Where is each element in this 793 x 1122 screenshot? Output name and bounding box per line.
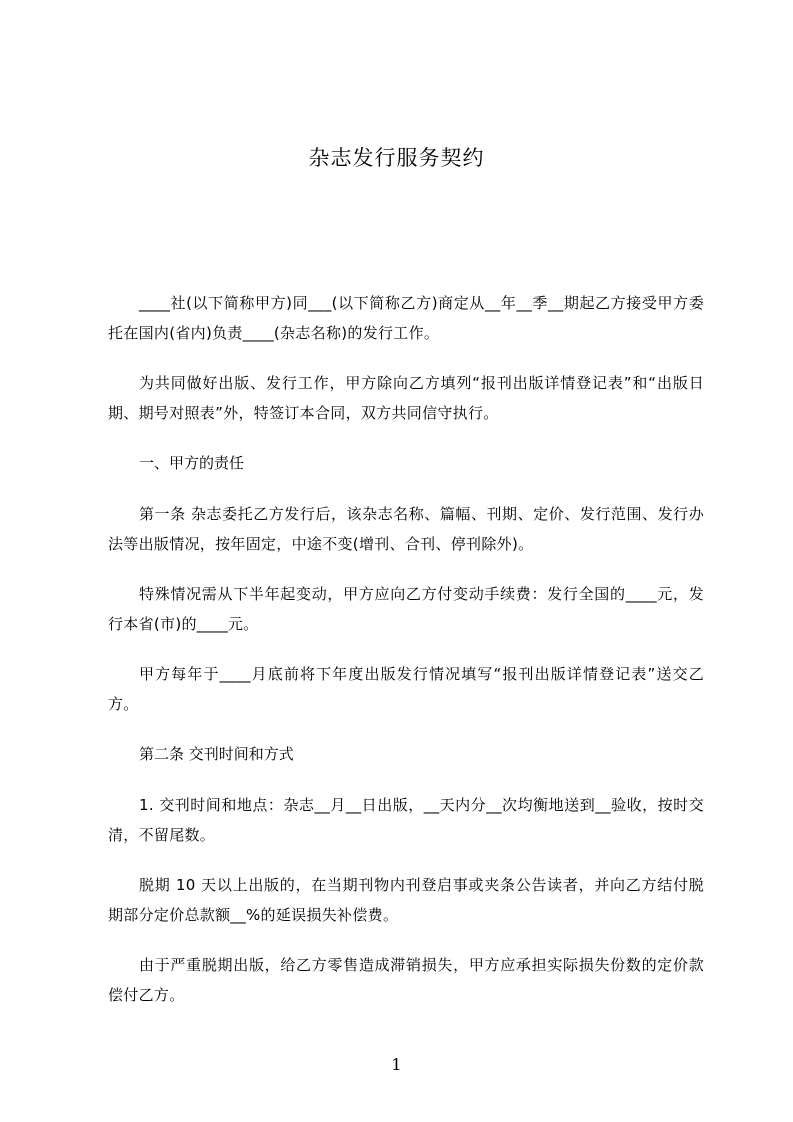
document-title: 杂志发行服务契约 <box>308 146 485 170</box>
paragraph-change-fee: 特殊情况需从下半年起变动，甲方应向乙方付变动手续费：发行全国的____元，发行本省(市)的____元。 <box>108 585 704 633</box>
article-2-heading: 第二条 交刊时间和方式 <box>139 745 294 763</box>
paragraph-parties: ____社(以下简称甲方)同___(以下简称乙方)商定从__年__季__期起乙方接受甲方委托在国内(省内)负责____(杂志名称)的发行工作。 <box>108 294 704 342</box>
paragraph-purpose: 为共同做好出版、发行工作，甲方除向乙方填列“报刊出版详情登记表”和“出版日期、期号对照表”外，特签订本合同，双方共同信守执行。 <box>108 374 704 422</box>
paragraph-annual-form: 甲方每年于____月底前将下年度出版发行情况填写“报刊出版详情登记表”送交乙方。 <box>108 665 704 713</box>
section-heading-party-a-duties: 一、甲方的责任 <box>139 454 245 472</box>
paragraph-delay-compensation: 脱期 10 天以上出版的，在当期刊物内刊登启事或夹条公告读者，并向乙方结付脱期部分定价总款额__%的延误损失补偿费。 <box>108 876 704 924</box>
paragraph-article-1: 第一条 杂志委托乙方发行后，该杂志名称、篇幅、刊期、定价、发行范围、发行办法等出版情况，按年固定，中途不变(增刊、合刊、停刊除外)。 <box>108 505 704 553</box>
page-number: 1 <box>391 1055 402 1074</box>
paragraph-delivery-time: 1. 交刊时间和地点：杂志__月__日出版，__天内分__次均衡地送到__验收，按时交清，不留尾数。 <box>108 796 704 844</box>
paragraph-severe-delay: 由于严重脱期出版，给乙方零售造成滞销损失，甲方应承担实际损失份数的定价款偿付乙方。 <box>108 956 704 1004</box>
